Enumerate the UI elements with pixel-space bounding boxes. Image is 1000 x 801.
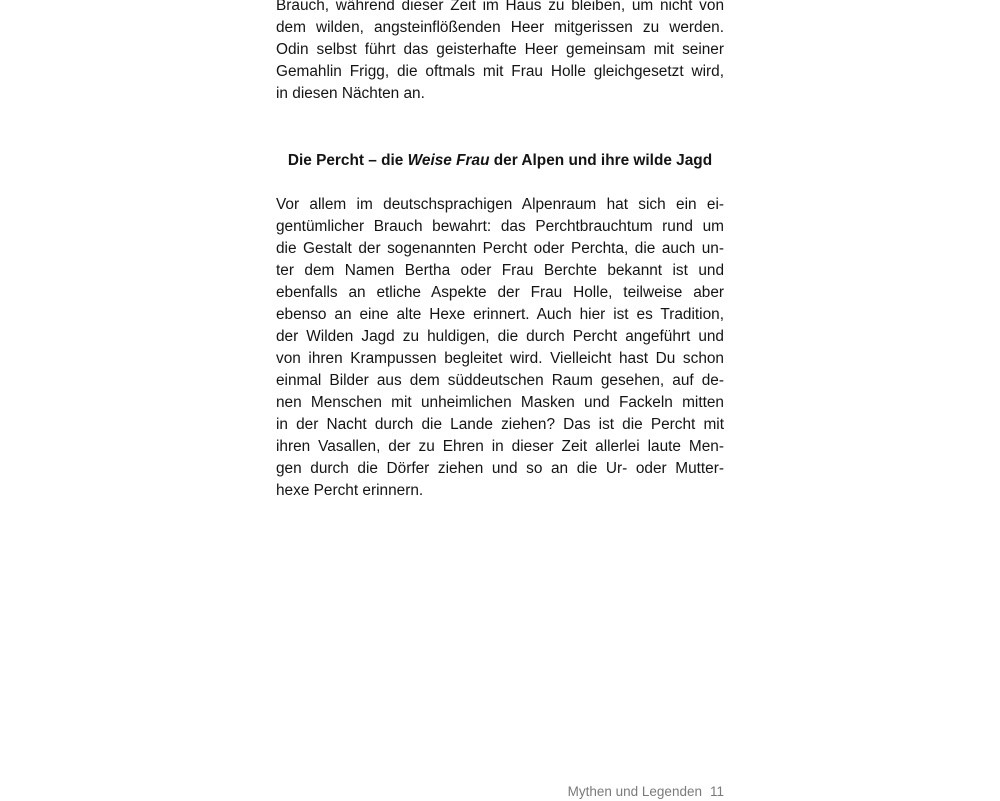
text-line: nen Menschen mit unheimlichen Masken und Fackeln mitten [276,394,724,411]
text-line: die Gestalt der sogenannten Percht oder Perchta, die auch un- [276,240,724,257]
running-title: Mythen und Legenden [567,784,702,799]
text-line: der Wilden Jagd zu huldigen, die durch Percht angeführt und [276,328,724,345]
text-line: einmal Bilder aus dem süddeutschen Raum gesehen, auf de- [276,372,724,389]
text-line: gentümlicher Brauch bewahrt: das Perchtbrauchtum rund um [276,218,724,235]
text-line: Vor allem im deutschsprachigen Alpenraum hat sich ein ei- [276,196,724,213]
text-line: ter dem Namen Bertha oder Frau Berchte bekannt ist und [276,262,724,279]
text-line: ebenfalls an etliche Aspekte der Frau Holle, teilweise aber [276,284,724,301]
text-line: ebenso an eine alte Hexe erinnert. Auch hier ist es Tradition, [276,306,724,323]
text-line: Gemahlin Frigg, die oftmals mit Frau Holle gleichgesetzt wird, [276,63,724,80]
text-line: in der Nacht durch die Lande ziehen? Das ist die Percht mit [276,416,724,433]
heading-text-end: der Alpen und ihre wilde Jagd [489,152,713,169]
heading-text-italic: Weise Frau [407,152,490,169]
heading-text-start: Die Percht – die [287,152,408,169]
text-line: von ihren Krampussen begleitet wird. Vielleicht hast Du schon [276,350,724,367]
text-line: Brauch, während dieser Zeit im Haus zu bleiben, um nicht von [276,0,724,14]
page-footer [568,783,724,801]
text-line: ihren Vasallen, der zu Ehren in dieser Zeit allerlei laute Men- [276,438,724,455]
page-number: 11 [709,784,724,799]
text-line: Odin selbst führt das geisterhafte Heer gemeinsam mit seiner [276,41,724,58]
section-heading [276,150,724,172]
text-line: in diesen Nächten an. [276,85,425,102]
text-line: hexe Percht erinnern. [276,482,424,499]
text-line: dem wilden, angsteinflößenden Heer mitgerissen zu werden. [276,19,724,36]
text-line: gen durch die Dörfer ziehen und so an die Ur- oder Mutter- [276,460,724,477]
